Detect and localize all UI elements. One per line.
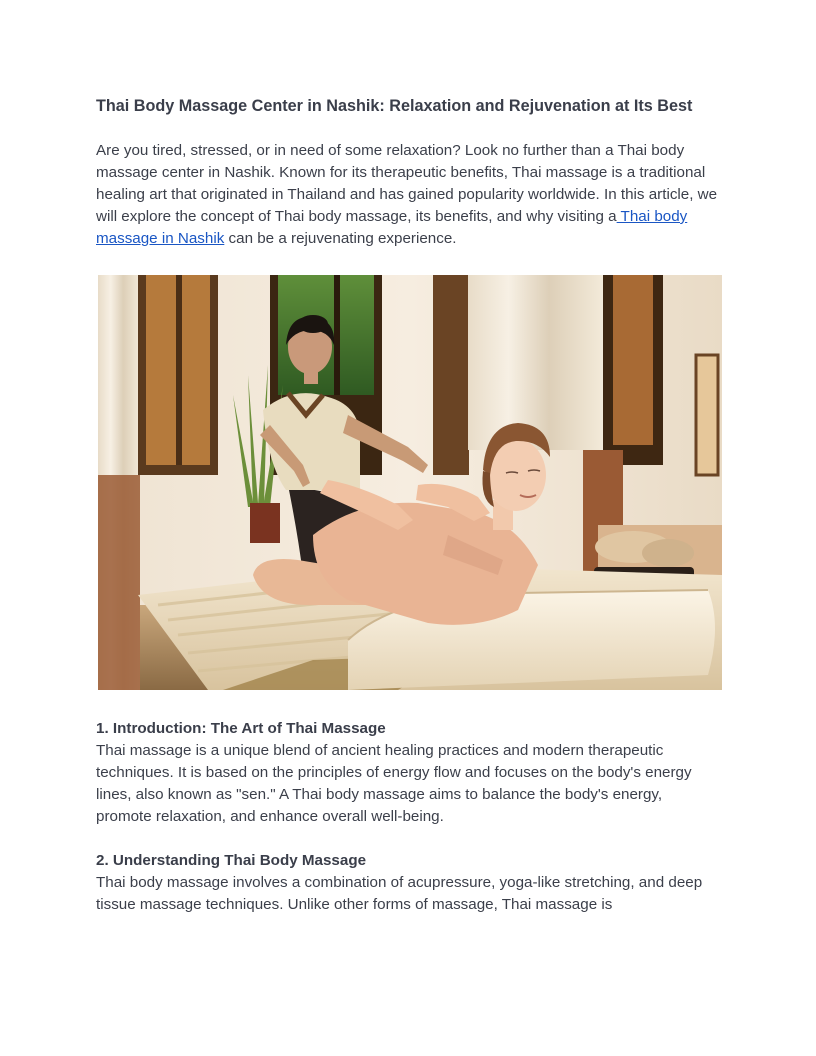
intro-text: Are you tired, stressed, or in need of some relaxation? Look no further than a Thai body massage center in Nashik. Known for its therapeutic benefits, Thai massage is a traditional healing art that originated in Thailand and has gained popularity worldwide. In this article, we will explore the concept of Thai body massage, its benefits, and why visiting a xyxy=(96,142,718,225)
intro-text-end: can be a rejuvenating experience. xyxy=(224,230,457,247)
section-2-body: Thai body massage involves a combination of acupressure, yoga-like stretching, and deep tissue massage techniques. Unlike other forms of massage, Thai massage is xyxy=(96,874,703,913)
document-page xyxy=(96,94,722,916)
section-1-heading: 1. Introduction: The Art of Thai Massage xyxy=(96,720,386,737)
massage-photo xyxy=(98,275,722,690)
thai-massage-nashik-link[interactable]: Thai body massage in Nashik xyxy=(96,208,688,247)
section-1-body: Thai massage is a unique blend of ancient healing practices and modern therapeutic techniques. It is based on the principles of energy flow and focuses on the body's energy lines, also known as "sen." A Thai body massage aims to balance the body's energy, promote relaxation, and enhance overall well-being. xyxy=(96,742,692,825)
article-title: Thai Body Massage Center in Nashik: Relaxation and Rejuvenation at Its Best xyxy=(96,97,693,115)
section-2-heading: 2. Understanding Thai Body Massage xyxy=(96,852,367,869)
intro-paragraph xyxy=(96,140,722,250)
